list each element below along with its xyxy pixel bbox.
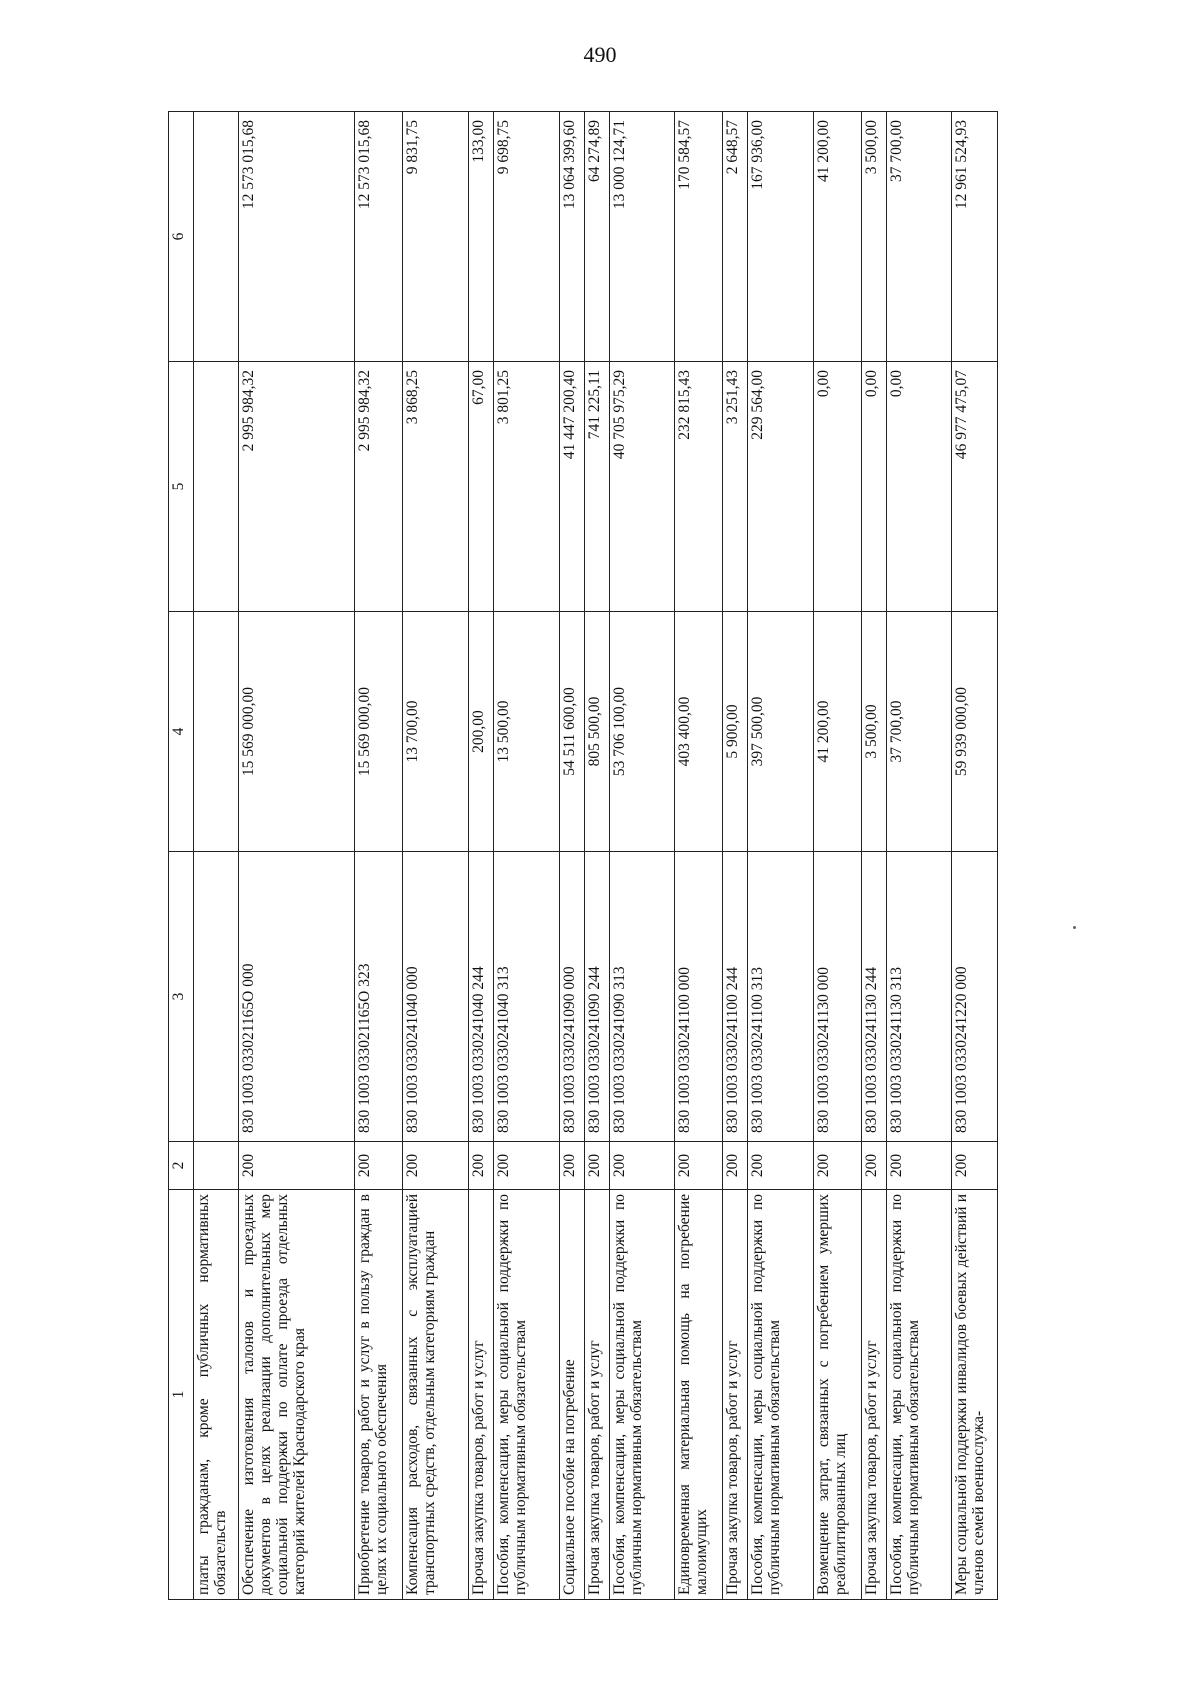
row-name: Прочая закупка товаров, работ и услуг — [861, 1190, 886, 1600]
row-line-code: 200 — [886, 1142, 952, 1190]
row-unexecuted-amount: 13 064 399,60 — [559, 112, 584, 362]
table-row — [861, 112, 886, 1600]
row-unexecuted-amount: 167 936,00 — [748, 112, 814, 362]
row-line-code: 200 — [723, 1142, 748, 1190]
row-budget-classification-code: 830 1003 0330241130 000 — [813, 852, 861, 1142]
row-approved-amount: 200,00 — [468, 612, 493, 852]
row-unexecuted-amount: 170 584,57 — [675, 112, 723, 362]
column-header-1: 1 — [169, 1190, 194, 1600]
table-row — [675, 112, 723, 1600]
row-budget-classification-code: 830 1003 0330241130 244 — [861, 852, 886, 1142]
row-name: Возмещение затрат, связанных с погребением умерших реабилитированных лиц — [813, 1190, 861, 1600]
table-row — [886, 112, 952, 1600]
row-budget-classification-code: 830 1003 0330241040 244 — [468, 852, 493, 1142]
row-budget-classification-code — [194, 852, 239, 1142]
row-approved-amount — [194, 612, 239, 852]
row-line-code: 200 — [402, 1142, 468, 1190]
row-executed-amount: 41 447 200,40 — [559, 362, 584, 612]
row-approved-amount: 54 511 600,00 — [559, 612, 584, 852]
row-approved-amount: 13 500,00 — [493, 612, 559, 852]
row-line-code: 200 — [952, 1142, 998, 1190]
row-approved-amount: 53 706 100,00 — [609, 612, 675, 852]
table-row — [402, 112, 468, 1600]
row-approved-amount: 15 569 000,00 — [239, 612, 355, 852]
row-line-code: 200 — [813, 1142, 861, 1190]
row-approved-amount: 41 200,00 — [813, 612, 861, 852]
table-row — [609, 112, 675, 1600]
row-line-code: 200 — [609, 1142, 675, 1190]
row-name: Пособия, компенсации, меры социальной поддержки по публичным нормативным обязательствам — [886, 1190, 952, 1600]
row-name: Прочая закупка товаров, работ и услуг — [723, 1190, 748, 1600]
row-approved-amount: 37 700,00 — [886, 612, 952, 852]
row-executed-amount: 0,00 — [861, 362, 886, 612]
row-executed-amount: 3 868,25 — [402, 362, 468, 612]
row-unexecuted-amount: 13 000 124,71 — [609, 112, 675, 362]
column-header-4: 4 — [169, 612, 194, 852]
row-line-code — [194, 1142, 239, 1190]
row-approved-amount: 3 500,00 — [861, 612, 886, 852]
row-budget-classification-code: 830 1003 033021165O 000 — [239, 852, 355, 1142]
row-executed-amount: 2 995 984,32 — [355, 362, 403, 612]
row-name: Пособия, компенсации, меры социальной поддержки по публичным нормативным обязательствам — [748, 1190, 814, 1600]
row-unexecuted-amount: 9 698,75 — [493, 112, 559, 362]
row-budget-classification-code: 830 1003 0330241090 313 — [609, 852, 675, 1142]
row-unexecuted-amount: 64 274,89 — [584, 112, 609, 362]
table-row — [723, 112, 748, 1600]
row-unexecuted-amount: 37 700,00 — [886, 112, 952, 362]
row-budget-classification-code: 830 1003 0330241040 313 — [493, 852, 559, 1142]
column-header-6: 6 — [169, 112, 194, 362]
table-row — [239, 112, 355, 1600]
rotated-table-frame — [168, 112, 998, 1600]
row-budget-classification-code: 830 1003 0330241040 000 — [402, 852, 468, 1142]
row-executed-amount: 40 705 975,29 — [609, 362, 675, 612]
row-executed-amount: 229 564,00 — [748, 362, 814, 612]
table-body — [194, 112, 998, 1600]
row-unexecuted-amount: 12 573 015,68 — [355, 112, 403, 362]
row-budget-classification-code: 830 1003 0330241100 313 — [748, 852, 814, 1142]
row-approved-amount: 59 939 000,00 — [952, 612, 998, 852]
row-name: Меры социальной поддержки инвалидов боевых действий и членов семей военнослужа- — [952, 1190, 998, 1600]
table-row — [813, 112, 861, 1600]
row-line-code: 200 — [493, 1142, 559, 1190]
row-approved-amount: 805 500,00 — [584, 612, 609, 852]
row-approved-amount: 15 569 000,00 — [355, 612, 403, 852]
column-header-5: 5 — [169, 362, 194, 612]
row-executed-amount: 741 225,11 — [584, 362, 609, 612]
row-executed-amount: 232 815,43 — [675, 362, 723, 612]
row-line-code: 200 — [559, 1142, 584, 1190]
row-unexecuted-amount: 3 500,00 — [861, 112, 886, 362]
row-unexecuted-amount: 12 961 524,93 — [952, 112, 998, 362]
budget-table — [168, 111, 998, 1600]
table-row — [493, 112, 559, 1600]
row-unexecuted-amount: 133,00 — [468, 112, 493, 362]
row-budget-classification-code: 830 1003 0330241100 000 — [675, 852, 723, 1142]
row-line-code: 200 — [355, 1142, 403, 1190]
table-row — [559, 112, 584, 1600]
row-line-code: 200 — [584, 1142, 609, 1190]
row-name: Пособия, компенсации, меры социальной поддержки по публичным нормативным обязательствам — [493, 1190, 559, 1600]
row-executed-amount: 0,00 — [813, 362, 861, 612]
row-executed-amount: 46 977 475,07 — [952, 362, 998, 612]
row-name: Обеспечение изготовления талонов и проездных документов в целях реализации дополнительных мер социальной поддержки по оплате проезда отдельных категорий жителей Краснодарского края — [239, 1190, 355, 1600]
row-line-code: 200 — [468, 1142, 493, 1190]
row-name: Пособия, компенсации, меры социальной поддержки по публичным нормативным обязательствам — [609, 1190, 675, 1600]
row-budget-classification-code: 830 1003 0330241220 000 — [952, 852, 998, 1142]
page-number: 490 — [583, 42, 617, 67]
row-unexecuted-amount: 2 648,57 — [723, 112, 748, 362]
row-name: Приобретение товаров, работ и услуг в пользу граждан в целях их социального обеспечения — [355, 1190, 403, 1600]
row-line-code: 200 — [239, 1142, 355, 1190]
row-budget-classification-code: 830 1003 0330241090 244 — [584, 852, 609, 1142]
row-executed-amount: 3 801,25 — [493, 362, 559, 612]
row-name: Компенсация расходов, связанных с эксплуатацией транспортных средств, отдельным категориям граждан — [402, 1190, 468, 1600]
row-budget-classification-code: 830 1003 033021165O 323 — [355, 852, 403, 1142]
column-header-3: 3 — [169, 852, 194, 1142]
row-unexecuted-amount: 12 573 015,68 — [239, 112, 355, 362]
table-row — [584, 112, 609, 1600]
row-unexecuted-amount: 9 831,75 — [402, 112, 468, 362]
scan-speck — [1073, 926, 1076, 929]
table-row — [355, 112, 403, 1600]
row-unexecuted-amount — [194, 112, 239, 362]
row-budget-classification-code: 830 1003 0330241100 244 — [723, 852, 748, 1142]
row-unexecuted-amount: 41 200,00 — [813, 112, 861, 362]
row-name: Социальное пособие на погребение — [559, 1190, 584, 1600]
row-name: Единовременная материальная помощь на погребение малоимущих — [675, 1190, 723, 1600]
column-header-2: 2 — [169, 1142, 194, 1190]
row-name: Прочая закупка товаров, работ и услуг — [468, 1190, 493, 1600]
row-approved-amount: 5 900,00 — [723, 612, 748, 852]
row-executed-amount: 0,00 — [886, 362, 952, 612]
row-executed-amount: 2 995 984,32 — [239, 362, 355, 612]
row-line-code: 200 — [675, 1142, 723, 1190]
row-executed-amount: 67,00 — [468, 362, 493, 612]
row-budget-classification-code: 830 1003 0330241090 000 — [559, 852, 584, 1142]
row-line-code: 200 — [748, 1142, 814, 1190]
row-approved-amount: 403 400,00 — [675, 612, 723, 852]
row-approved-amount: 13 700,00 — [402, 612, 468, 852]
table-row — [952, 112, 998, 1600]
row-line-code: 200 — [861, 1142, 886, 1190]
row-executed-amount: 3 251,43 — [723, 362, 748, 612]
row-budget-classification-code: 830 1003 0330241130 313 — [886, 852, 952, 1142]
row-executed-amount — [194, 362, 239, 612]
row-name: Прочая закупка товаров, работ и услуг — [584, 1190, 609, 1600]
table-row — [468, 112, 493, 1600]
table-row — [748, 112, 814, 1600]
row-name: платы гражданам, кроме публичных нормативных обязательств — [194, 1190, 239, 1600]
table-row — [194, 112, 239, 1600]
row-approved-amount: 397 500,00 — [748, 612, 814, 852]
header-row — [169, 112, 194, 1600]
